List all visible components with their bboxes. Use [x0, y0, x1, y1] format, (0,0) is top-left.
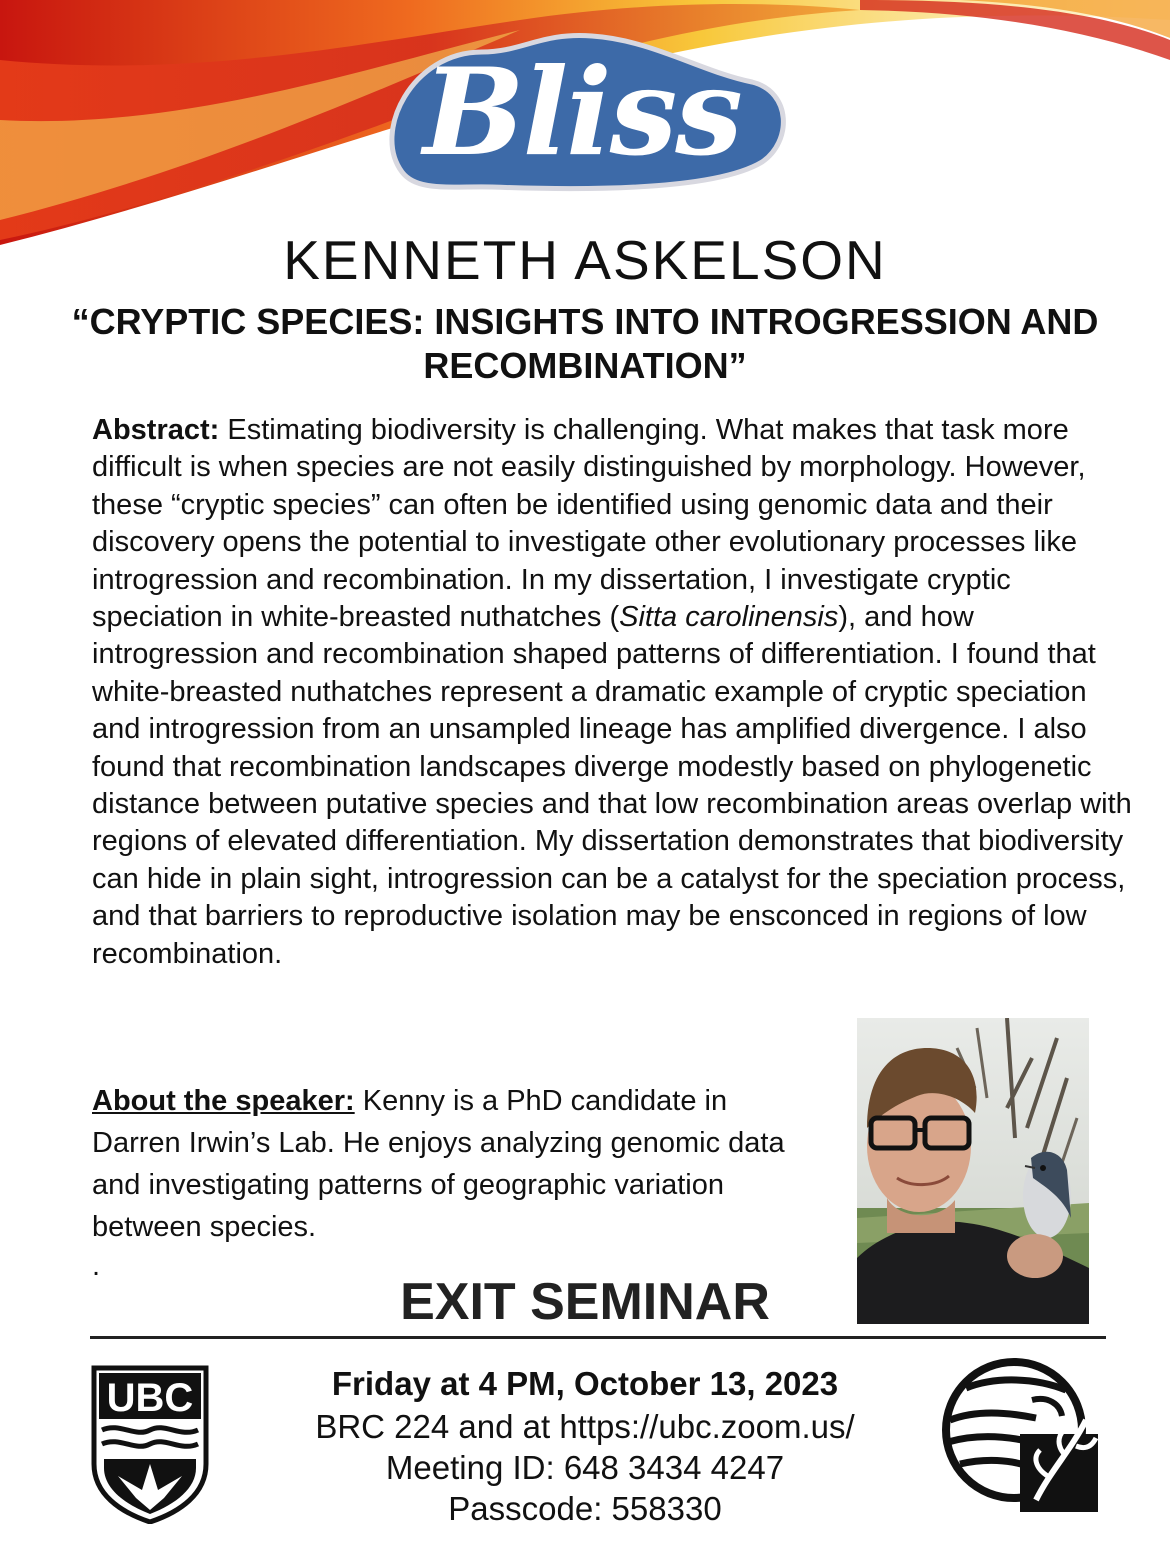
- abstract-text-part2: ), and how introgression and recombination shaped patterns of differentiation. I found that white-breasted nuthatches represent a dramatic example of cryptic speciation and introgression from an unsampled lineage has amplified divergence. I also found that recombination landscapes diverge modestly based on phylogenetic distance between putative species and that low recombination areas overlap with regions of elevated differentiation. My dissertation demonstrates that biodiversity can hide in plain sight, introgression can be a catalyst for the speciation process, and that barriers to reproductive isolation may be ensconced in regions of low recombination.: [92, 601, 1132, 970]
- event-details: [230, 1362, 940, 1529]
- about-speaker-label: About the speaker:: [92, 1085, 355, 1117]
- abstract-paragraph: [92, 412, 1132, 973]
- event-date-time: Friday at 4 PM, October 13, 2023: [331, 1365, 839, 1402]
- talk-title: “CRYPTIC SPECIES: INSIGHTS INTO INTROGRESSION AND RECOMBINATION”: [71, 301, 1099, 386]
- abstract-label: Abstract:: [92, 414, 220, 446]
- about-speaker-text: Kenny is a PhD candidate in Darren Irwin’s Lab. He enjoys analyzing genomic data and investigating patterns of geographic variation between species.: [92, 1085, 785, 1243]
- event-location: BRC 224 and at https://ubc.zoom.us/: [315, 1408, 855, 1445]
- logo-text: Bliss: [423, 41, 741, 183]
- department-emblem-icon: [936, 1350, 1102, 1516]
- passcode: Passcode: 558330: [448, 1490, 722, 1527]
- bliss-logo: [372, 22, 792, 202]
- meeting-id: Meeting ID: 648 3434 4247: [385, 1449, 785, 1486]
- ubc-crest-logo: [90, 1364, 210, 1524]
- abstract-text-part1: Estimating biodiversity is challenging. What makes that task more difficult is when species are not easily distinguished by morphology. However, these “cryptic species” can often be identified using genomic data and their discovery opens the potential to investigate other evolutionary processes like introgression and recombination. In my dissertation, I investigate cryptic speciation in white-breasted nuthatches (: [92, 414, 1086, 634]
- species-name: Sitta carolinensis: [619, 601, 839, 634]
- divider: [90, 1336, 1106, 1339]
- speaker-name: KENNETH ASKELSON: [283, 229, 887, 291]
- exit-seminar-heading: EXIT SEMINAR: [400, 1273, 770, 1331]
- trailing-period: .: [92, 1250, 101, 1282]
- crest-label: UBC: [106, 1376, 194, 1420]
- about-speaker-paragraph: [92, 1080, 792, 1248]
